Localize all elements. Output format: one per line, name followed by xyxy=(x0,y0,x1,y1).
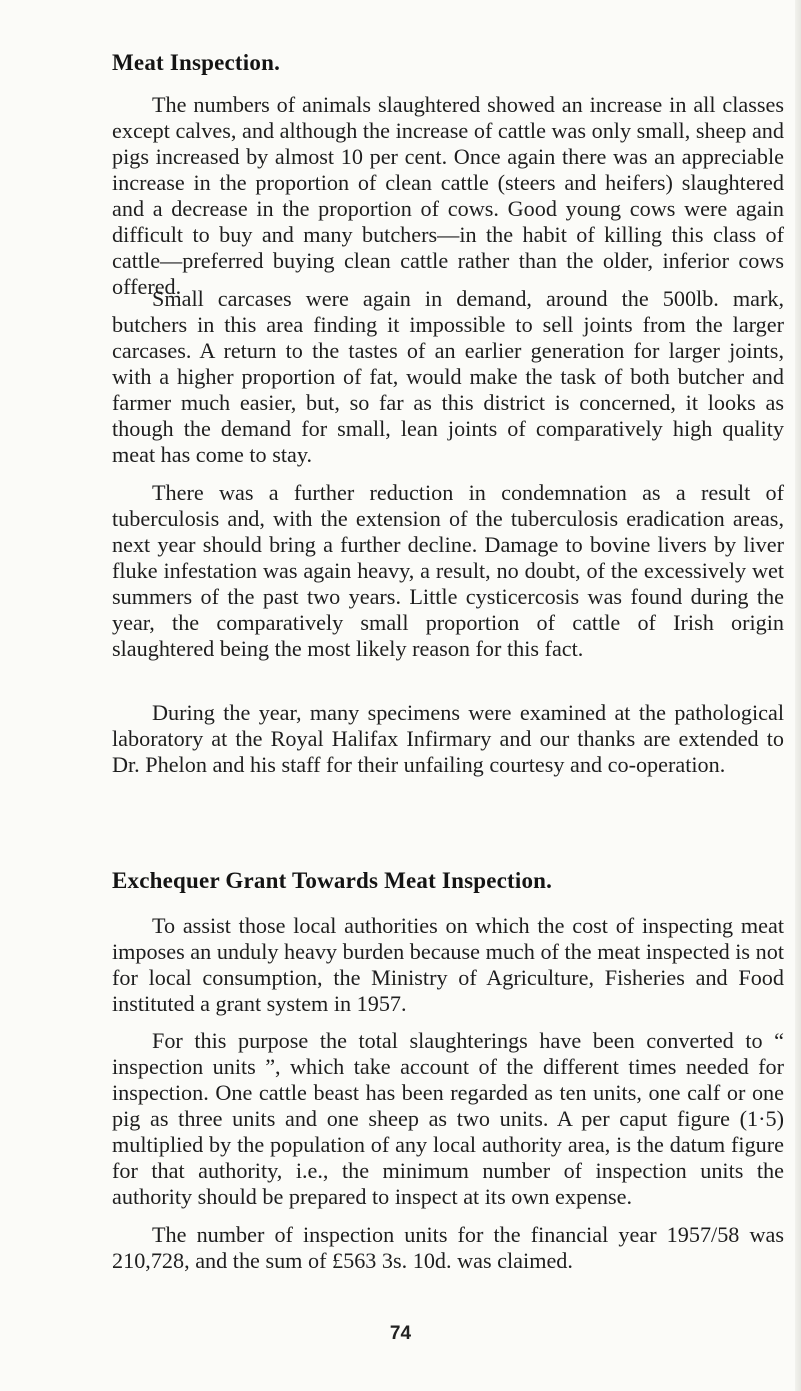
paragraph-inspection-units: For this purpose the total slaughterings have been converted to “ inspection units ”, which take account of the different times needed for inspection. One cattle beast has been regarded as ten units, one calf or one pig as three units and one sheep as two units. A per caput figure (1·5) multiplied by the population of any local authority area, is the datum figure for that authority, i.e., the minimum number of inspection units the authority should be prepared to inspect at its own expense. xyxy=(112,1028,784,1209)
paragraph-financial-year: The number of inspection units for the financial year 1957/58 was 210,728, and the sum of £563 3s. 10d. was claimed. xyxy=(112,1222,784,1273)
page-number: 74 xyxy=(389,1323,412,1344)
section-heading-exchequer-grant: Exchequer Grant Towards Meat Inspection. xyxy=(112,868,553,893)
paragraph-grant-system: To assist those local authorities on which the cost of inspecting meat imposes an unduly heavy burden because much of the meat inspected is not for local consumption, the Ministry of Agriculture, Fisheries and Food instituted a grant system in 1957. xyxy=(112,913,784,1016)
paragraph-animals-slaughtered: The numbers of animals slaughtered showed an increase in all classes except calves, and although the increase of cattle was only small, sheep and pigs increased by almost 10 per cent. Once again there was an appreciable increase in the proportion of clean cattle (steers and heifers) slaughtered and a decrease in the proportion of cows. Good young cows were again difficult to buy and many butchers—in the habit of killing this class of cattle—preferred buying clean cattle rather than the older, inferior cows offered. xyxy=(112,92,784,299)
paragraph-laboratory: During the year, many specimens were examined at the pathological laboratory at the Royal Halifax Infirmary and our thanks are extended to Dr. Phelon and his staff for their unfailing courtesy and co-operation. xyxy=(112,700,784,777)
section-heading-meat-inspection: Meat Inspection. xyxy=(112,50,281,75)
paragraph-small-carcases: Small carcases were again in demand, around the 500lb. mark, butchers in this area finding it impossible to sell joints from the larger carcases. A return to the tastes of an earlier generation for larger joints, with a higher proportion of fat, would make the task of both butcher and farmer much easier, but, so far as this district is concerned, it looks as though the demand for small, lean joints of comparatively high quality meat has come to stay. xyxy=(112,286,784,467)
paragraph-tuberculosis: There was a further reduction in condemnation as a result of tuberculosis and, with the extension of the tuberculosis eradication areas, next year should bring a further decline. Damage to bovine livers by liver fluke infestation was again heavy, a result, no doubt, of the excessively wet summers of the past two years. Little cysticercosis was found during the year, the comparatively small proportion of cattle of Irish origin slaughtered being the most likely reason for this fact. xyxy=(112,480,784,661)
page-edge-shadow xyxy=(795,0,801,1391)
